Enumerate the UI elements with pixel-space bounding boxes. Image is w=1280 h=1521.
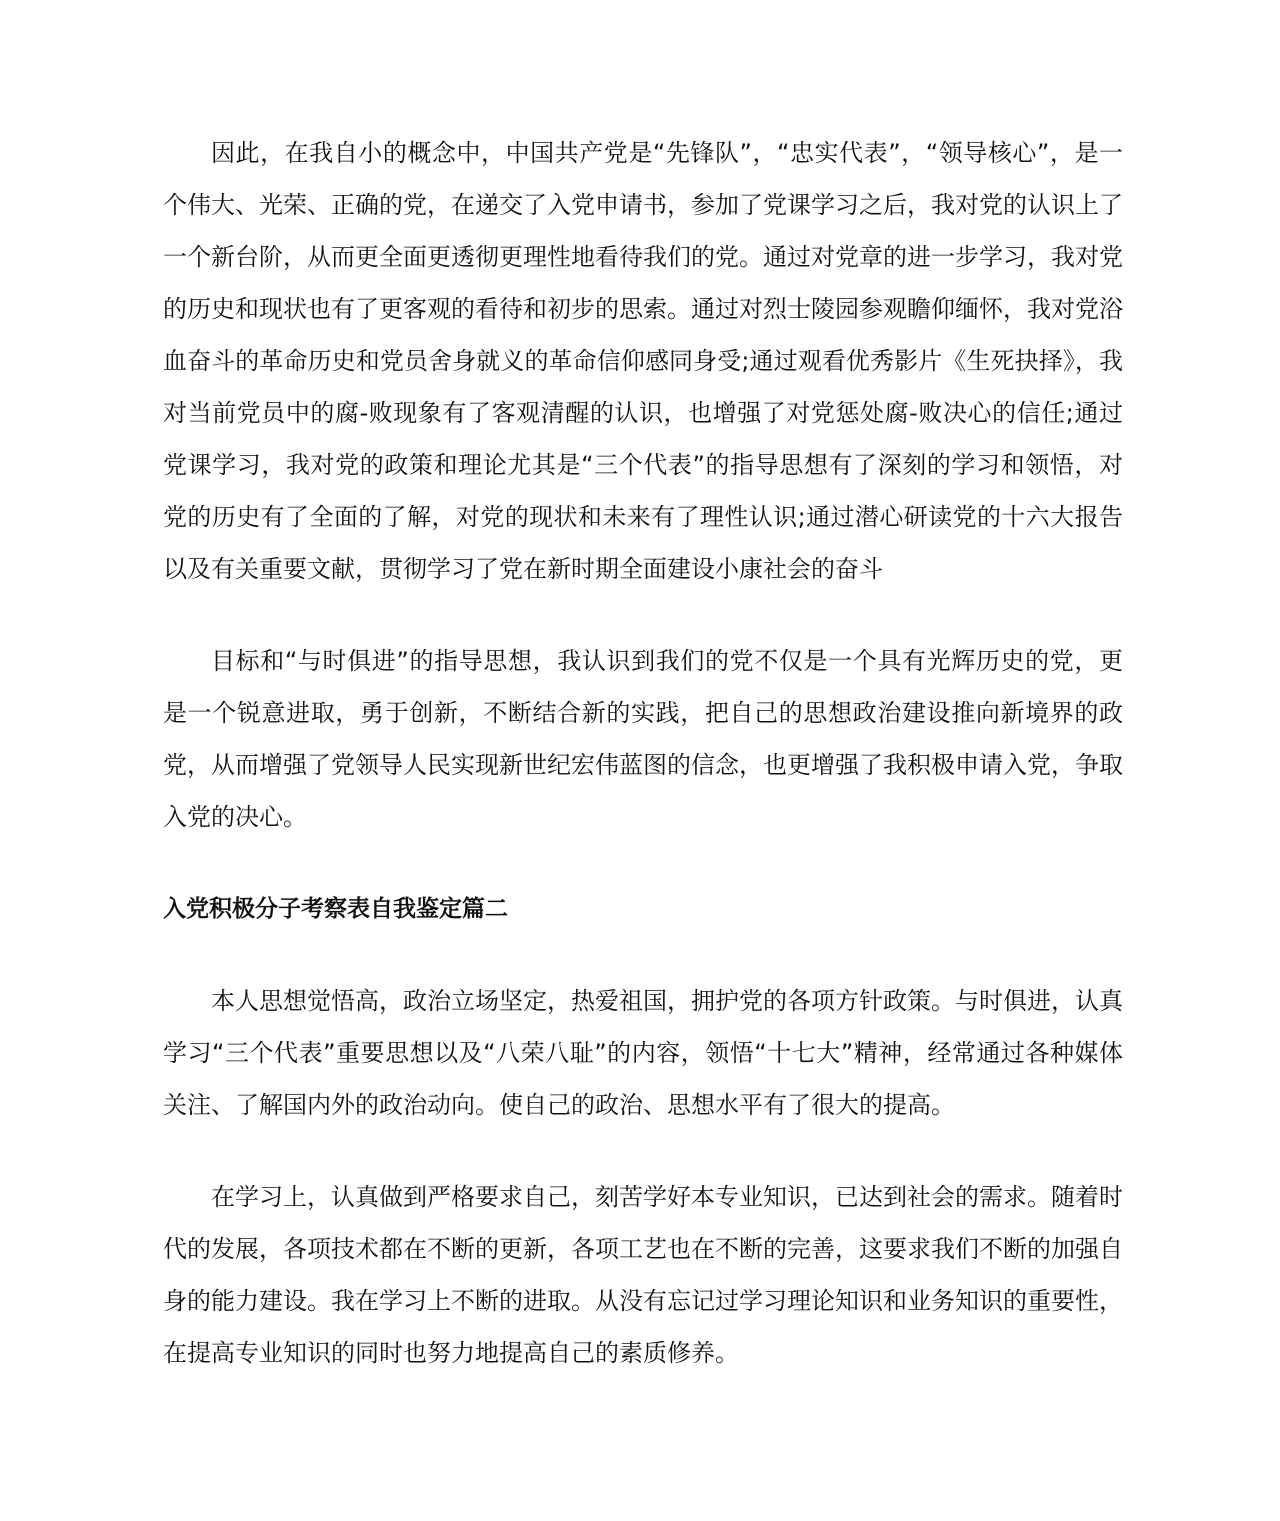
paragraph-spacer [163, 843, 1123, 883]
paragraph-2: 目标和“与时俱进”的指导思想，我认识到我们的党不仅是一个具有光辉历史的党，更是一个锐意进取，勇于创新，不断结合新的实践，把自己的思想政治建设推向新境界的政党，从而增强了党领导人民实现新世纪宏伟蓝图的信念，也更增强了我积极申请入党，争取入党的决心。 [163, 647, 1123, 831]
paragraph-spacer [163, 935, 1123, 975]
paragraph-4: 在学习上，认真做到严格要求自己，刻苦学好本专业知识，已达到社会的需求。随着时代的发展，各项技术都在不断的更新，各项工艺也在不断的完善，这要求我们不断的加强自身的能力建设。我在学习上不断的进取。从没有忘记过学习理论知识和业务知识的重要性，在提高专业知识的同时也努力地提高自己的素质修养。 [163, 1183, 1123, 1367]
paragraph-3: 本人思想觉悟高，政治立场坚定，热爱祖国，拥护党的各项方针政策。与时俱进，认真学习“三个代表”重要思想以及“八荣八耻”的内容，领悟“十七大”精神，经常通过各种媒体关注、了解国内外的政治动向。使自己的政治、思想水平有了很大的提高。 [163, 987, 1123, 1119]
paragraph-1: 因此，在我自小的概念中，中国共产党是“先锋队”，“忠实代表”，“领导核心”，是一个伟大、光荣、正确的党，在递交了入党申请书，参加了党课学习之后，我对党的认识上了一个新台阶，从而更全面更透彻更理性地看待我们的党。通过对党章的进一步学习，我对党的历史和现状也有了更客观的看待和初步的思索。通过对烈士陵园参观瞻仰缅怀，我对党浴血奋斗的革命历史和党员舍身就义的革命信仰感同身受;通过观看优秀影片《生死抉择》，我对当前党员中的腐-败现象有了客观清醒的认识，也增强了对党惩处腐-败决心的信任;通过党课学习，我对党的政策和理论尤其是“三个代表”的指导思想有了深刻的学习和领悟，对党的历史有了全面的了解，对党的现状和未来有了理性认识;通过潜心研读党的十六大报告以及有关重要文献，贯彻学习了党在新时期全面建设小康社会的奋斗 [163, 139, 1123, 583]
document-page [163, 127, 1123, 1379]
section-heading: 入党积极分子考察表自我鉴定篇二 [163, 896, 508, 922]
paragraph-spacer [163, 595, 1123, 635]
paragraph-spacer [163, 1131, 1123, 1171]
